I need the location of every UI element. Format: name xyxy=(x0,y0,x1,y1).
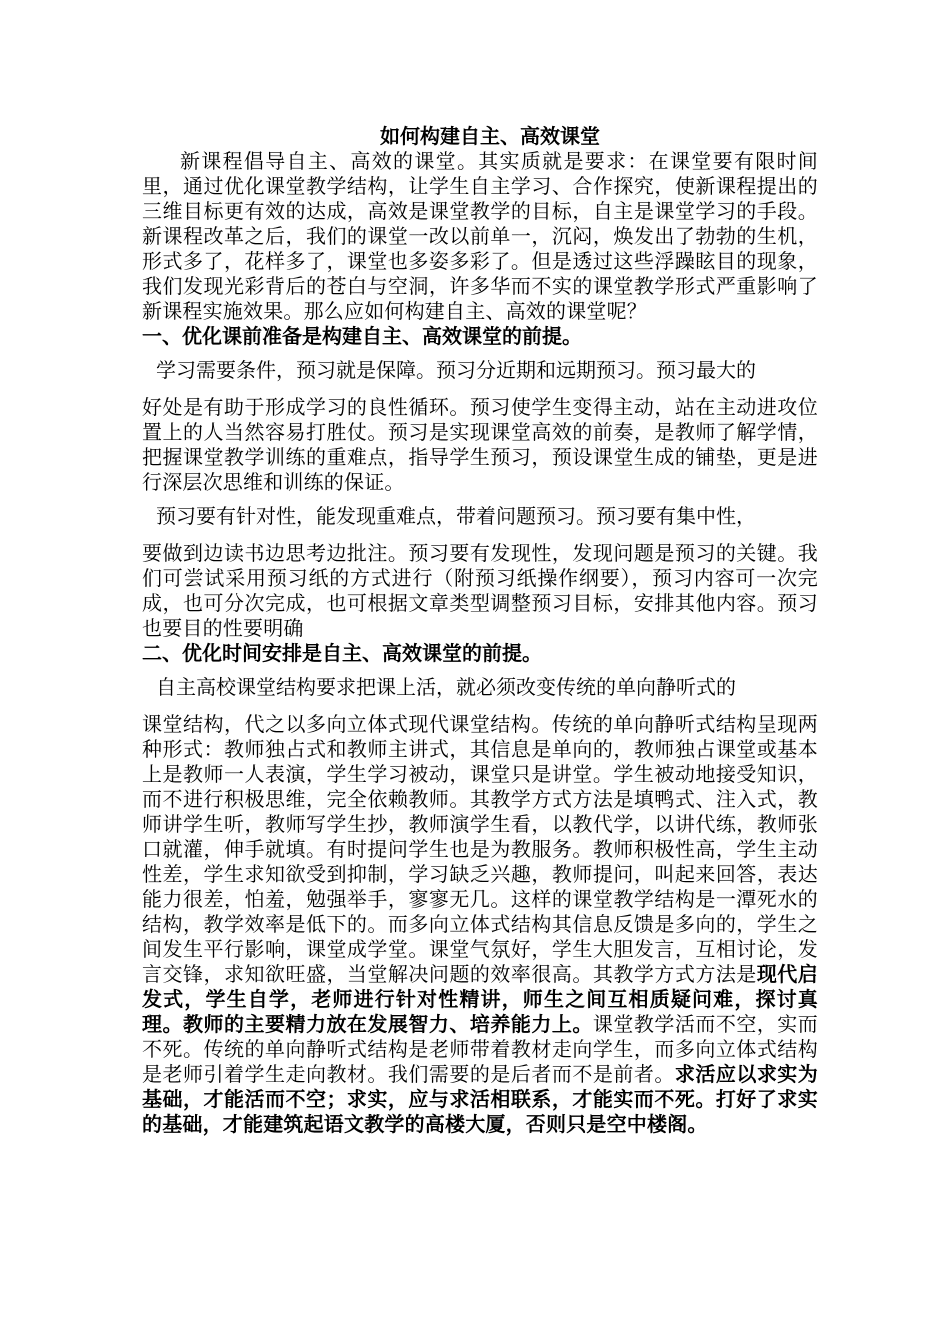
section-2-bold-text-2: 求活应以求实为基础，才能活而不空；求实，应与求活相联系，才能实而不死。打好了求实的基础，才能建筑起语文教学的高楼大厦，否则只是空中楼阁。 xyxy=(142,1062,819,1136)
spacer xyxy=(142,529,818,541)
intro-paragraph: 新课程倡导自主、高效的课堂。其实质就是要求：在课堂要有限时间里，通过优化课堂教学结构，让学生自主学习、合作探究，使新课程提出的三维目标更有效的达成，高效是课堂教学的目标，自主是课堂学习的手段。新课程改革之后，我们的课堂一改以前单一，沉闷，焕发出了勃勃的生机，形式多了，花样多了，课堂也多姿多彩了。但是透过这些浮躁眩目的现象，我们发现光彩背后的苍白与空洞，许多华而不实的课堂教学形式严重影响了新课程实施效果。那么应如何构建自主、高效的课堂呢？ xyxy=(142,149,818,323)
document-page xyxy=(142,123,818,1137)
spacer xyxy=(142,349,818,358)
section-2-body-text: 课堂结构，代之以多向立体式现代课堂结构。传统的单向静听式结构呈现两种形式：教师独占式和教师主讲式，其信息是单向的，教师独占课堂或基本上是教师一人表演，学生学习被动，课堂只是讲堂。学生被动地接受知识，而不进行积极思维，完全依赖教师。其教学方式方法是填鸭式、注入式，教师讲学生听，教师写学生抄，教师演学生看，以教代学，以讲代练，教师张口就灌，伸手就填。有时提问学生也是为教服务。教师积极性高，学生主动性差，学生求知欲受到抑制，学习缺乏兴趣，教师提问，叫起来回答，表达能力很差，怕羞，勉强举手，寥寥无几。这样的课堂教学结构是一潭死水的结构，教学效率是低下的。而多向立体式结构其信息反馈是多向的，学生之间发生平行影响，课堂成学堂。课堂气氛好，学生大胆发言，互相讨论，发言交锋，求知欲旺盛，当堂解决问题的效率很高。其教学方式方法是 xyxy=(142,712,818,986)
section-2-bold-text-1: 现代启发式，学生自学，老师进行针对性精讲，师生之间互相质疑问难，探讨真理。教师的主要精力放在发展智力、培养能力上。 xyxy=(142,962,818,1036)
section-2-paragraph-1-body xyxy=(142,712,818,1137)
spacer xyxy=(142,666,818,675)
section-1-paragraph-1-body: 好处是有助于形成学习的良性循环。预习使学生变得主动，站在主动进攻位置上的人当然容易打胜仗。预习是实现课堂高效的前奏，是教师了解学情，把握课堂教学训练的重难点，指导学生预习，预设课堂生成的铺垫，更是进行深层次思维和训练的保证。 xyxy=(142,395,818,494)
spacer xyxy=(142,383,818,395)
section-1-paragraph-1-first-line: 学习需要条件，预习就是保障。预习分近期和远期预习。预习最大的 xyxy=(156,358,756,382)
section-1-heading: 一、优化课前准备是构建自主、高效课堂的前提。 xyxy=(142,324,582,348)
section-1-paragraph-2-first-line: 预习要有针对性，能发现重难点，带着问题预习。预习要有集中性， xyxy=(156,504,756,528)
section-2-paragraph-1-first-line: 自主高校课堂结构要求把课上活，就必须改变传统的单向静听式的 xyxy=(156,675,736,699)
spacer xyxy=(142,700,818,712)
section-2-middle-text: 课堂教学活而不空，实而不死。传统的单向静听式结构是老师带着教材走向学生，而多向立体式结构是老师引着学生走向教材。我们需要的是后者而不是前者。 xyxy=(142,1012,818,1086)
section-2-heading: 二、优化时间安排是自主、高效课堂的前提。 xyxy=(142,641,542,665)
spacer xyxy=(142,495,818,504)
document-title: 如何构建自主、高效课堂 xyxy=(380,124,600,148)
section-1-paragraph-2-body: 要做到边读书边思考边批注。预习要有发现性，发现问题是预习的关键。我们可尝试采用预习纸的方式进行（附预习纸操作纲要），预习内容可一次完成，也可分次完成，也可根据文章类型调整预习目标，安排其他内容。预习也要目的性要明确 xyxy=(142,541,818,640)
